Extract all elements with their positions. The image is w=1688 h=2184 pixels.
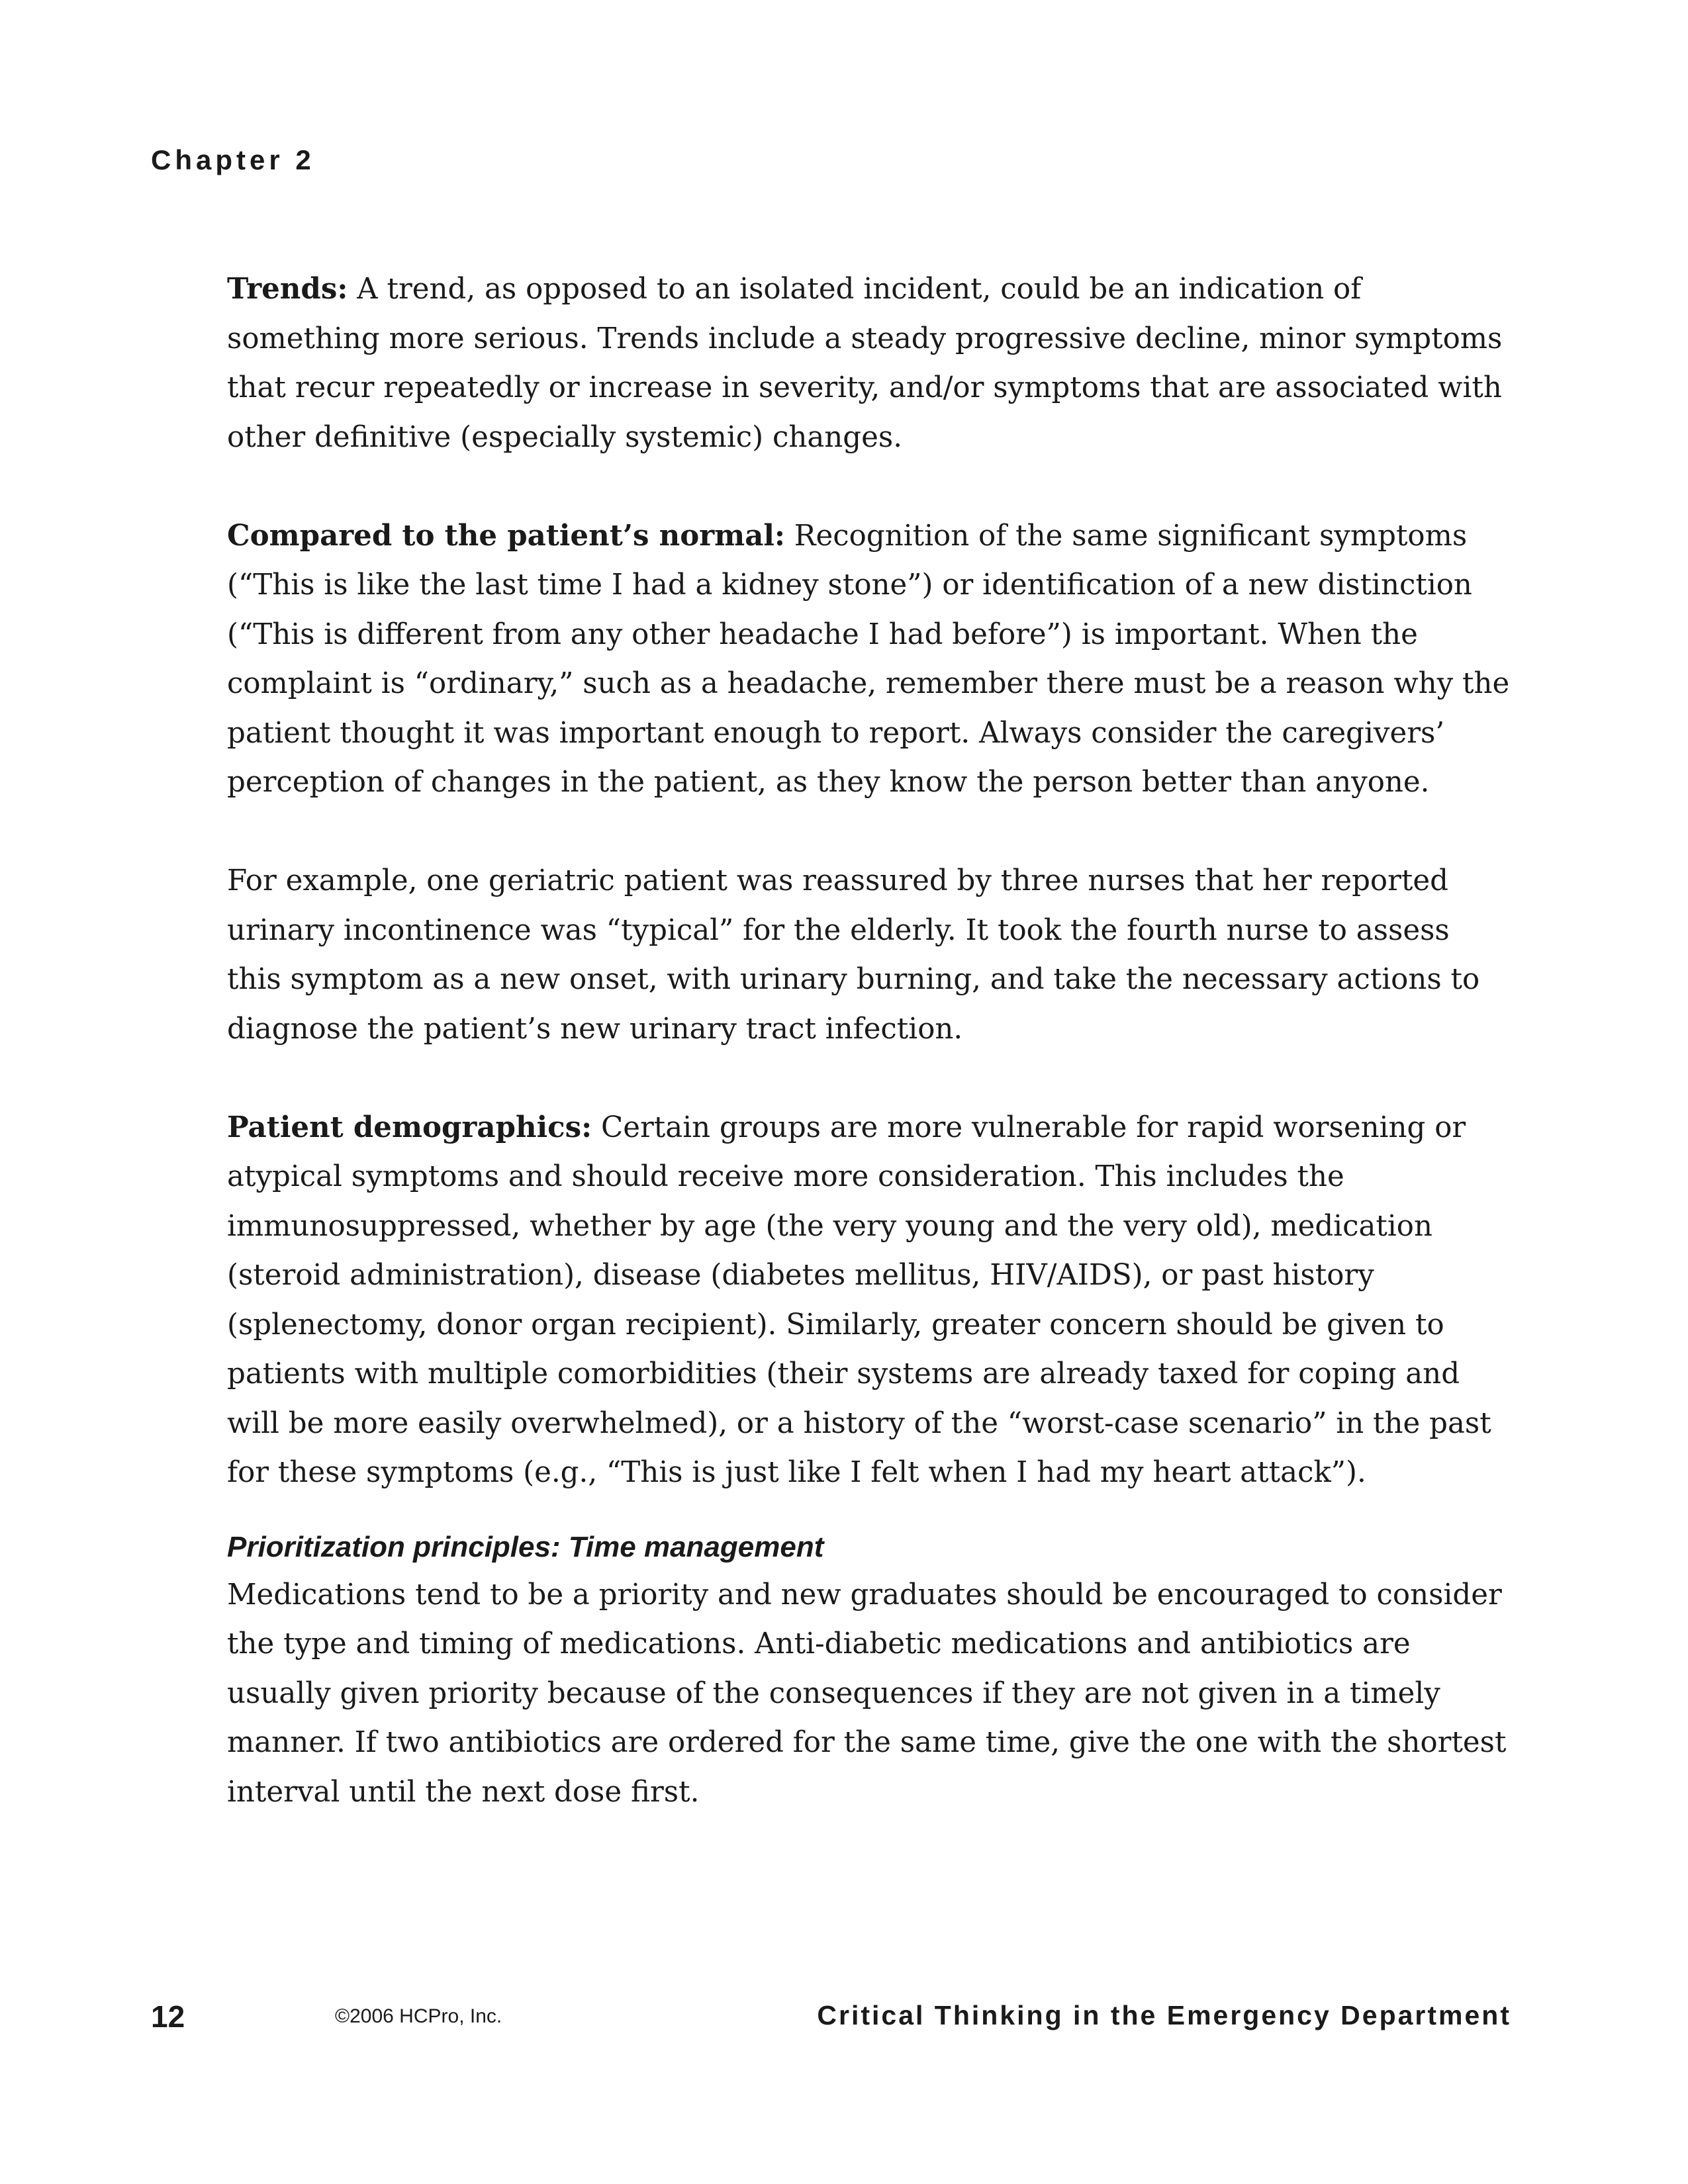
paragraph-text: A trend, as opposed to an isolated incident, could be an indication of something more serious. Trends include a steady progressive decline, minor symptoms that recur repeatedly or increase in severity, and/or symptoms that are associated with other definitive (especially systemic) changes. [227,273,1503,454]
chapter-heading: Chapter 2 [151,144,315,175]
paragraph-patients-normal [227,512,1511,807]
paragraph-lead: Compared to the patient’s normal: [227,518,785,553]
section-heading: Prioritization principles: Time management [227,1530,824,1563]
page-number: 12 [151,1999,185,2034]
paragraph-text: Certain groups are more vulnerable for rapid worsening or atypical symptoms and should receive more consideration. This includes the immunosuppressed, whether by age (the very young and the very old), medication (steroid administration), disease (diabetes mellitus, HIV/AIDS), or past history (splenectomy, donor organ recipient). Similarly, greater concern should be given to patients with multiple comorbidities (their systems are already taxed for coping and will be more easily overwhelmed), or a history of the “worst-case scenario” in the past for these symptoms (e.g., “This is just like I felt when I had my heart attack”). [227,1111,1491,1489]
paragraph-trends [227,265,1511,462]
paragraph-lead: Trends: [227,272,348,306]
paragraph-demographics [227,1103,1511,1498]
book-title: Critical Thinking in the Emergency Department [817,2000,1511,2030]
copyright-notice: ©2006 HCPro, Inc. [335,2005,502,2027]
page-body [227,265,1511,1817]
paragraph-text: Recognition of the same significant symptoms (“This is like the last time I had a kidney stone”) or identification of a new distinction (“This is different from any other headache I had before”) is important. When the complaint is “ordinary,” such as a headache, remember there must be a reason why the patient thought it was important enough to report. Always consider the caregivers’ perception of changes in the patient, as they know the person better than anyone. [227,519,1510,799]
paragraph-lead: Patient demographics: [227,1110,592,1144]
paragraph-time-management: Medications tend to be a priority and new graduates should be encouraged to consider the type and timing of medications. Anti-diabetic medications and antibiotics are usually given priority because of the consequences if they are not given in a timely manner. If two antibiotics are ordered for the same time, give the one with the shortest interval until the next dose first. [227,1578,1507,1809]
paragraph-text: For example, one geriatric patient was reassured by three nurses that her reported urinary incontinence was “typical” for the elderly. It took the fourth nurse to assess this symptom as a new onset, with urinary burning, and take the necessary actions to diagnose the patient’s new urinary tract infection. [227,864,1480,1046]
page-footer [151,1999,1511,2045]
paragraph-example [227,856,1511,1054]
